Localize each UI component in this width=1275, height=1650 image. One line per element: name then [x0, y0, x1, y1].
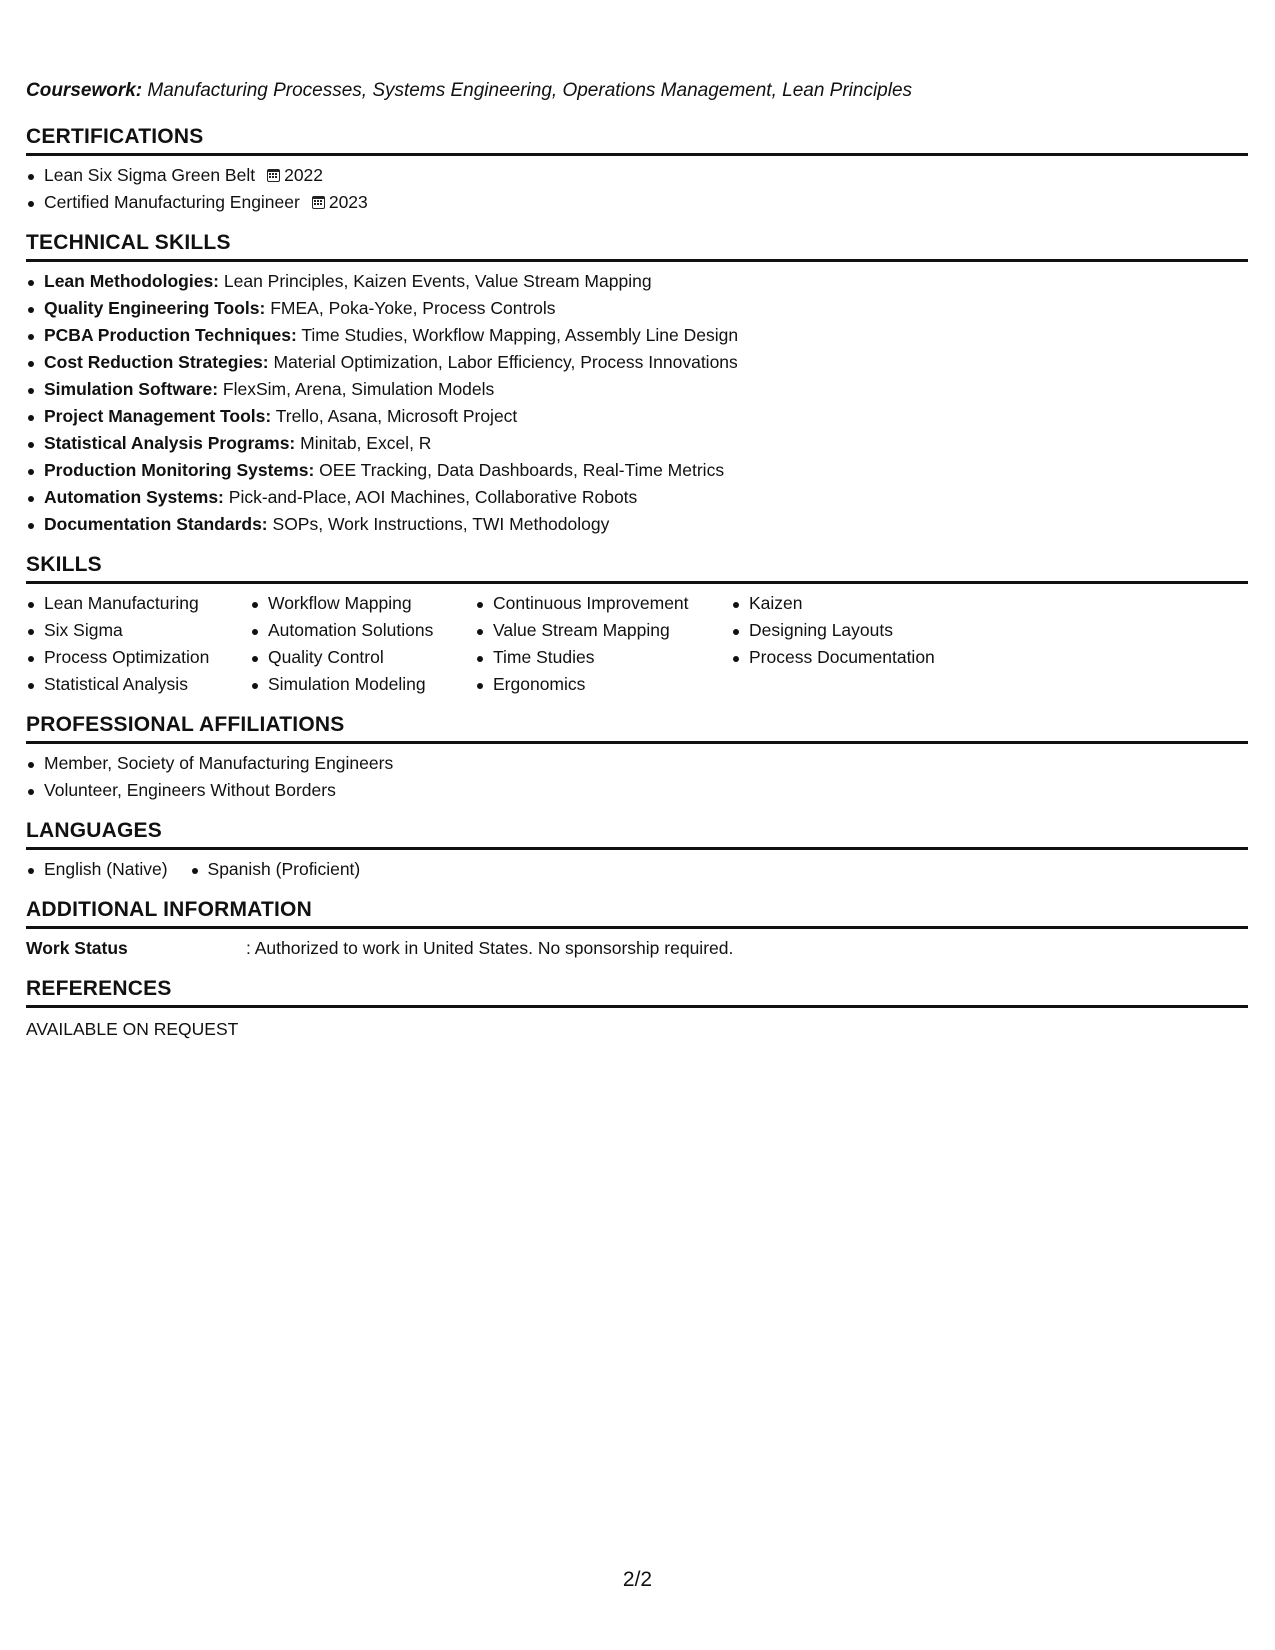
certification-name: Lean Six Sigma Green Belt: [44, 165, 256, 185]
technical-skill-item: [26, 376, 1248, 403]
technical-skill-label: Quality Engineering Tools:: [44, 298, 266, 318]
skill-item: Ergonomics: [475, 671, 731, 698]
skill-item: Time Studies: [475, 644, 731, 671]
technical-skill-item: [26, 322, 1248, 349]
work-status-value: : Authorized to work in United States. No sponsorship required.: [246, 938, 734, 958]
languages-section: [26, 818, 1248, 883]
calendar-icon: [312, 196, 325, 209]
technical-skills-title: TECHNICAL SKILLS: [26, 230, 1248, 262]
technical-skill-item: [26, 349, 1248, 376]
technical-skills-section: [26, 230, 1248, 538]
skill-item: Value Stream Mapping: [475, 617, 731, 644]
skills-column: [475, 590, 731, 698]
skills-section: [26, 552, 1248, 698]
technical-skill-label: Lean Methodologies:: [44, 271, 219, 291]
affiliations-list: [26, 750, 1248, 804]
technical-skill-item: [26, 457, 1248, 484]
calendar-icon: [267, 169, 280, 182]
skill-item: Continuous Improvement: [475, 590, 731, 617]
references-section: [26, 976, 1248, 1043]
additional-info-section: [26, 897, 1248, 962]
references-text: AVAILABLE ON REQUEST: [26, 1019, 239, 1039]
technical-skill-value: Lean Principles, Kaizen Events, Value Stream Mapping: [223, 271, 652, 291]
languages-list: [26, 856, 168, 883]
skill-item: Six Sigma: [26, 617, 250, 644]
technical-skill-item: [26, 484, 1248, 511]
resume-page: [26, 78, 1248, 1057]
certification-item: [26, 189, 1248, 216]
skill-item: Process Optimization: [26, 644, 250, 671]
skill-item: Lean Manufacturing: [26, 590, 250, 617]
languages-list: [190, 856, 361, 883]
technical-skill-item: [26, 430, 1248, 457]
languages-title: LANGUAGES: [26, 818, 1248, 850]
coursework-line: [26, 78, 1248, 104]
languages-row: [26, 856, 1248, 883]
technical-skill-label: PCBA Production Techniques:: [44, 325, 297, 345]
skills-column: [250, 590, 475, 698]
certifications-title: CERTIFICATIONS: [26, 124, 1248, 156]
page-number: 2/2: [622, 1568, 653, 1591]
technical-skill-value: FMEA, Poka-Yoke, Process Controls: [270, 298, 556, 318]
certifications-section: [26, 124, 1248, 216]
technical-skill-value: OEE Tracking, Data Dashboards, Real-Time Metrics: [319, 460, 725, 480]
certification-year: 2023: [328, 192, 368, 212]
certification-name: Certified Manufacturing Engineer: [44, 192, 300, 212]
additional-info-title: ADDITIONAL INFORMATION: [26, 897, 1248, 929]
technical-skills-list: [26, 268, 1248, 538]
skill-item: Designing Layouts: [731, 617, 991, 644]
affiliation-item: Member, Society of Manufacturing Engineers: [26, 750, 1248, 777]
affiliations-title: PROFESSIONAL AFFILIATIONS: [26, 712, 1248, 744]
certification-year: 2022: [284, 165, 324, 185]
skill-item: Workflow Mapping: [250, 590, 475, 617]
technical-skill-value: FlexSim, Arena, Simulation Models: [222, 379, 495, 399]
technical-skill-label: Automation Systems:: [44, 487, 224, 507]
certification-item: [26, 162, 1248, 189]
technical-skill-value: Minitab, Excel, R: [300, 433, 432, 453]
technical-skill-value: Time Studies, Workflow Mapping, Assembly Line Design: [301, 325, 739, 345]
skill-item: Simulation Modeling: [250, 671, 475, 698]
skill-item: Statistical Analysis: [26, 671, 250, 698]
technical-skill-item: [26, 295, 1248, 322]
technical-skill-label: Production Monitoring Systems:: [44, 460, 315, 480]
skill-item: Process Documentation: [731, 644, 991, 671]
technical-skill-label: Simulation Software:: [44, 379, 219, 399]
skill-item: Quality Control: [250, 644, 475, 671]
technical-skill-label: Documentation Standards:: [44, 514, 268, 534]
technical-skill-item: [26, 268, 1248, 295]
coursework-label: Coursework:: [26, 80, 143, 101]
affiliations-section: [26, 712, 1248, 804]
skills-grid: [26, 590, 1248, 698]
certifications-list: [26, 162, 1248, 216]
technical-skill-value: SOPs, Work Instructions, TWI Methodology: [272, 514, 610, 534]
technical-skill-value: Trello, Asana, Microsoft Project: [275, 406, 518, 426]
technical-skill-value: Material Optimization, Labor Efficiency, Process Innovations: [273, 352, 738, 372]
skills-column: [26, 590, 250, 698]
technical-skill-item: [26, 403, 1248, 430]
technical-skill-label: Project Management Tools:: [44, 406, 272, 426]
technical-skill-label: Cost Reduction Strategies:: [44, 352, 269, 372]
skills-column: [731, 590, 991, 698]
affiliation-item: Volunteer, Engineers Without Borders: [26, 777, 1248, 804]
technical-skill-value: Pick-and-Place, AOI Machines, Collaborative Robots: [228, 487, 638, 507]
coursework-text: Manufacturing Processes, Systems Engineering, Operations Management, Lean Principles: [147, 80, 913, 101]
technical-skill-label: Statistical Analysis Programs:: [44, 433, 296, 453]
work-status-label: Work Status: [26, 938, 128, 958]
technical-skill-item: [26, 511, 1248, 538]
references-title: REFERENCES: [26, 976, 1248, 1008]
language-item: English (Native): [26, 856, 168, 883]
skill-item: Kaizen: [731, 590, 991, 617]
work-status-row: [26, 935, 1248, 962]
skills-title: SKILLS: [26, 552, 1248, 584]
language-item: Spanish (Proficient): [190, 856, 361, 883]
skill-item: Automation Solutions: [250, 617, 475, 644]
